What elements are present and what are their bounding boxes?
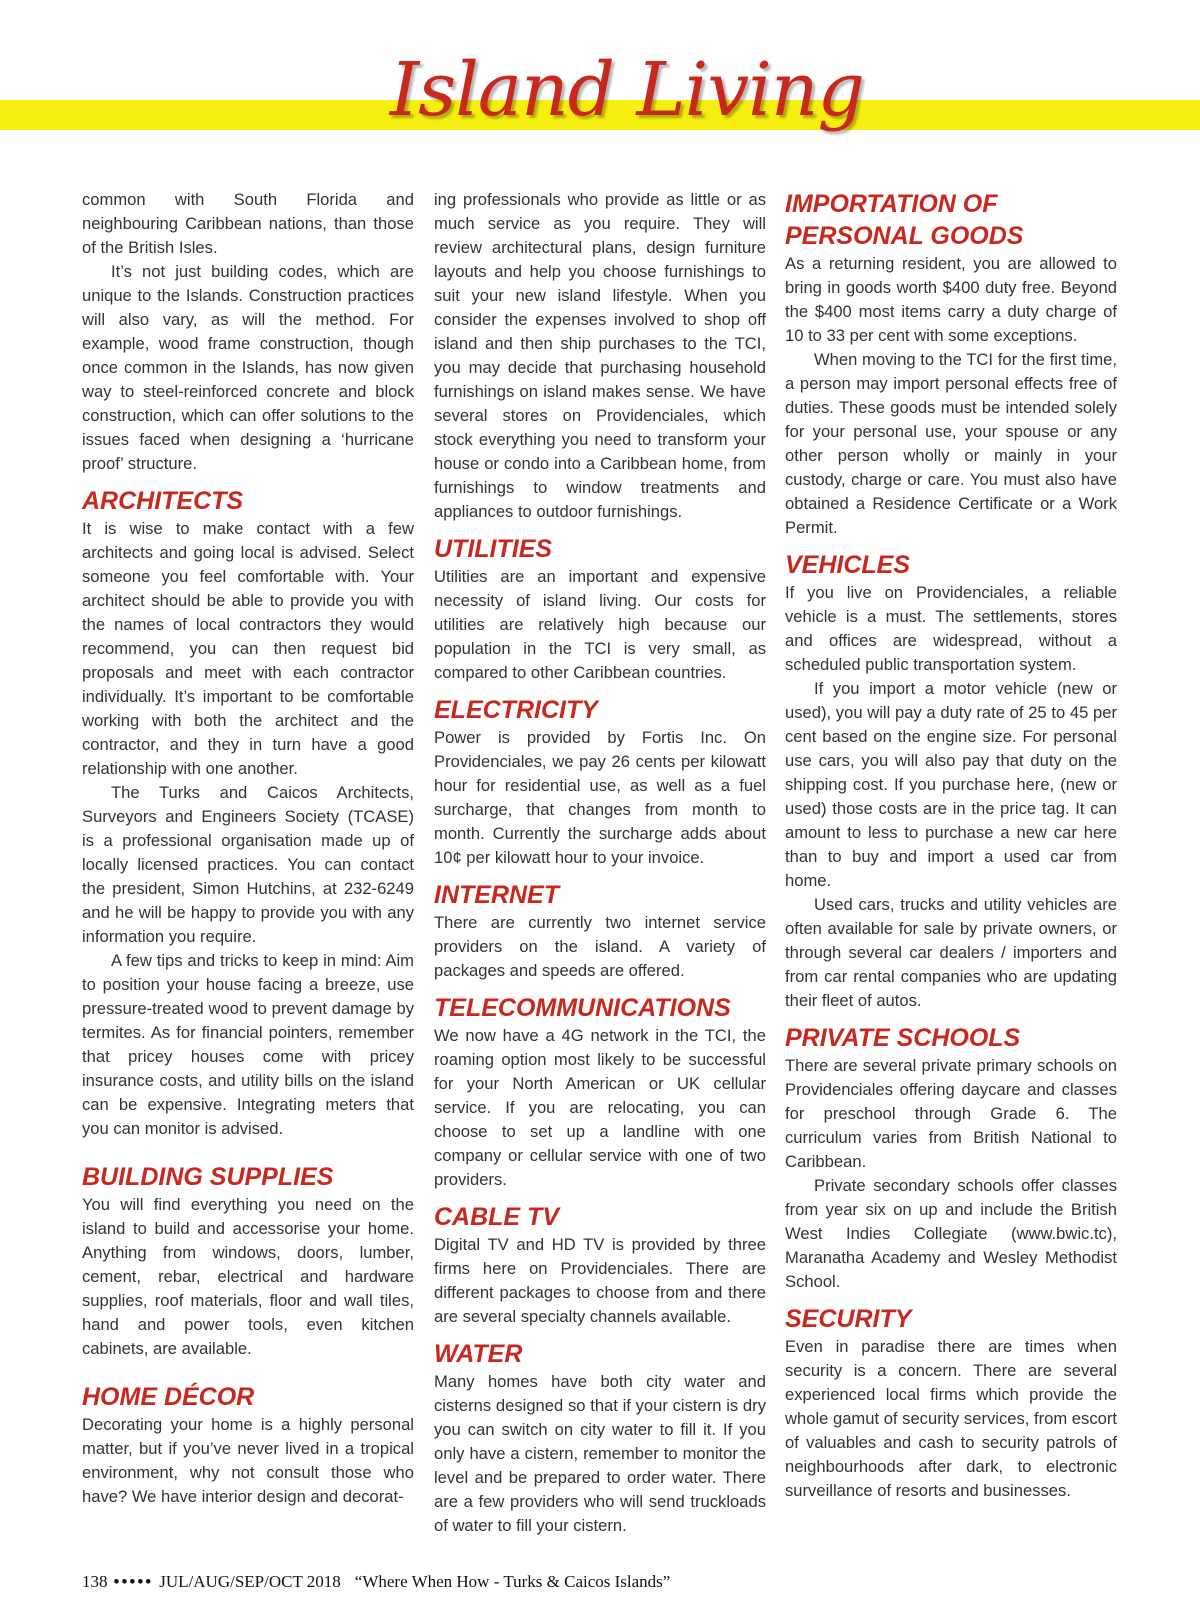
section-heading: UTILITIES (434, 535, 553, 563)
section-heading: PRIVATE SCHOOLS (785, 1024, 1021, 1052)
body-paragraph: When moving to the TCI for the first time, a person may import personal effects free of duties. These goods must be intended solely for your personal use, your spouse or any other person wholly or mainly in your custody, charge or care. You must also have obtained a Residence Certificate or a Work Permit. (785, 350, 1117, 537)
body-paragraph: There are several private primary schools on Providenciales offering daycare and classes for preschool through Grade 6. The curriculum varies from British National to Caribbean. (785, 1056, 1117, 1171)
body-paragraph: Power is provided by Fortis Inc. On Providenciales, we pay 26 cents per kilowatt hour for residential use, as well as a fuel surcharge, that changes from month to month. Currently the surcharge adds about 10¢ per kilowatt hour to your invoice. (434, 728, 766, 867)
body-paragraph: Decorating your home is a highly personal matter, but if you’ve never lived in a tropical environment, why not consult those who have? We have interior design and decorat- (82, 1415, 414, 1506)
section-heading: CABLE TV (434, 1203, 559, 1231)
text-column-3 (785, 188, 1117, 1503)
section-heading: HOME DÉCOR (82, 1383, 255, 1411)
section-heading: ARCHITECTS (82, 487, 244, 515)
body-paragraph: It’s not just building codes, which are unique to the Islands. Construction practices will also vary, as will the method. For example, wood frame construction, though once common in the Islands, has now given way to steel-reinforced concrete and block construction, which can offer solutions to the issues faced when designing a ‘hurricane proof’ structure. (82, 262, 414, 473)
body-paragraph: It is wise to make contact with a few architects and going local is advised. Select someone you feel comfortable with. Your architect should be able to provide you with the names of local contractors they would recommend, you can then request bid proposals and meet with each contractor individually. It’s important to be comfortable working with both the architect and the contractor, and they in turn have a good relationship with one another. (82, 519, 414, 778)
body-paragraph: You will find everything you need on the island to build and accessorise your home. Anything from windows, doors, lumber, cement, rebar, electrical and hardware supplies, roof materials, floor and wall tiles, hand and power tools, even kitchen cabinets, are available. (82, 1195, 414, 1358)
body-paragraph: Many homes have both city water and cisterns designed so that if your cistern is dry you can switch on city water to fill it. If you only have a cistern, remember to monitor the level and be prepared to order water. There are a few providers who will send truckloads of water to fill your cistern. (434, 1372, 766, 1535)
footer-dots: ••••• (113, 1572, 154, 1591)
body-paragraph: There are currently two internet service providers on the island. A variety of packages and speeds are offered. (434, 913, 766, 980)
text-column-2 (434, 188, 766, 1538)
section-heading: WATER (434, 1340, 523, 1368)
footer-publication: “Where When How - Turks & Caicos Islands” (354, 1572, 671, 1591)
body-paragraph: Private secondary schools offer classes from year six on up and include the British West Indies Collegiate (www.bwic.tc), Maranatha Academy and Wesley Methodist School. (785, 1176, 1117, 1291)
section-title: Island Living (390, 47, 864, 133)
section-heading: TELECOMMUNICATIONS (434, 994, 731, 1022)
body-paragraph: ing professionals who provide as little or as much service as you require. They will review architectural plans, design furniture layouts and help you choose furnishings to suit your new island lifestyle. When you consider the expenses involved to shop off island and then ship purchases to the TCI, you may decide that purchasing household furnishings on island makes sense. We have several stores on Providenciales, which stock everything you need to transform your house or condo into a Caribbean home, from furnishings to window treatments and appliances to outdoor furnishings. (434, 190, 766, 521)
page-number: 138 (82, 1572, 108, 1591)
section-heading: ELECTRICITY (434, 696, 598, 724)
body-paragraph: Used cars, trucks and utility vehicles are often available for sale by private owners, or through several car dealers / importers and from car rental companies who are updating their fleet of autos. (785, 895, 1117, 1010)
page-footer (82, 1570, 670, 1594)
text-column-1 (82, 188, 414, 1509)
body-paragraph: If you import a motor vehicle (new or used), you will pay a duty rate of 25 to 45 per cent based on the engine size. For personal use cars, you will also pay that duty on the shipping cost. If you purchase here, (new or used) those costs are in the price tag. It can amount to less to purchase a new car here than to buy and import a used car from home. (785, 679, 1117, 890)
section-heading: IMPORTATION OF PERSONAL GOODS (785, 190, 1024, 250)
body-paragraph: If you live on Providenciales, a reliable vehicle is a must. The settlements, stores and offices are widespread, without a scheduled public transportation system. (785, 583, 1117, 674)
section-heading: SECURITY (785, 1305, 912, 1333)
section-heading: BUILDING SUPPLIES (82, 1163, 334, 1191)
body-paragraph: We now have a 4G network in the TCI, the roaming option most likely to be successful for your North American or UK cellular service. If you are relocating, you can choose to set up a landline with one company or cellular service with one of two providers. (434, 1026, 766, 1189)
footer-edition: JUL/AUG/SEP/OCT 2018 (159, 1572, 341, 1591)
body-paragraph: Digital TV and HD TV is provided by three firms here on Providenciales. There are different packages to choose from and there are several specialty channels available. (434, 1235, 766, 1326)
body-paragraph: The Turks and Caicos Architects, Surveyors and Engineers Society (TCASE) is a professional organisation made up of locally licensed practices. You can contact the president, Simon Hutchins, at 232-6249 and he will be happy to provide you with any information you require. (82, 783, 414, 946)
body-paragraph: A few tips and tricks to keep in mind: Aim to position your house facing a breeze, use pressure-treated wood to prevent damage by termites. As for financial pointers, remember that pricey houses come with pricey insurance costs, and utility bills on the island can be expensive. Integrating meters that you can monitor is advised. (82, 951, 414, 1138)
section-heading: INTERNET (434, 881, 559, 909)
body-paragraph: As a returning resident, you are allowed to bring in goods worth $400 duty free. Beyond the $400 most items carry a duty charge of 10 to 33 per cent with some exceptions. (785, 254, 1117, 345)
body-paragraph: common with South Florida and neighbouring Caribbean nations, than those of the British Isles. (82, 190, 414, 257)
body-paragraph: Even in paradise there are times when security is a concern. There are several experienced local firms which provide the whole gamut of security services, from escort of valuables and cash to security patrols of neighbourhoods after dark, to electronic surveillance of resorts and businesses. (785, 1337, 1117, 1500)
body-paragraph: Utilities are an important and expensive necessity of island living. Our costs for utilities are relatively high because our population in the TCI is very small, as compared to other Caribbean countries. (434, 567, 766, 682)
section-heading: VEHICLES (785, 551, 911, 579)
